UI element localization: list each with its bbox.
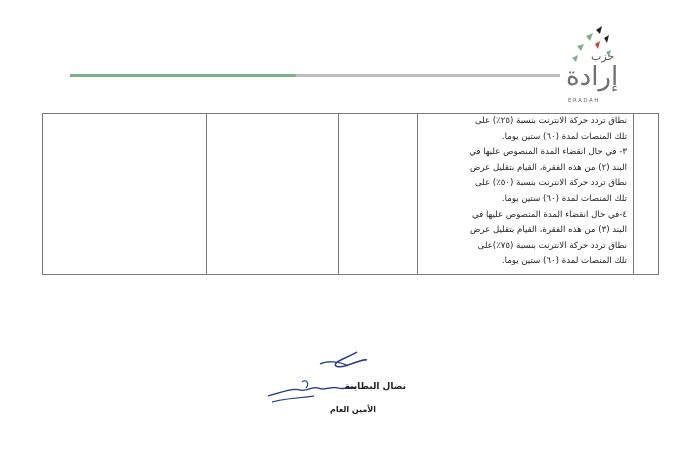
header-rule (70, 74, 560, 77)
content-table (42, 113, 659, 275)
text-line: تلك المنصات لمدة (٦٠) ستين يوما. (501, 193, 627, 204)
text-line: ٤-في حال انقضاء المدة المنصوص عليها في (471, 209, 627, 220)
logo-party-prefix: حزب (591, 50, 615, 63)
table-cell-empty-3 (339, 114, 418, 275)
logo-party-name: إرادة (566, 62, 619, 92)
table-cell-empty-1 (43, 114, 207, 275)
text-line: نطاق تردد حركة الانترنت بنسبة (٢٥٪) على (474, 116, 627, 126)
text-line: نطاق تردد حركة الانترنت بنسبة (٥٠٪) على (474, 178, 627, 189)
text-line: البند (٢) من هذه الفقرة، القيام بتقليل عرض (470, 162, 627, 173)
table-cell-empty-5 (634, 114, 659, 275)
handwritten-signature-icon (262, 348, 382, 408)
text-line: تلك المنصات لمدة (٦٠) ستين يوما. (501, 256, 627, 267)
table-row (43, 114, 659, 275)
text-line: تلك المنصات لمدة (٦٠) ستين يوما. (501, 131, 627, 142)
table-cell-text (418, 114, 634, 275)
text-line: البند (٣) من هذه الفقرة، القيام بتقليل عرض (470, 225, 627, 236)
logo-party-latin: ERADAH (568, 98, 600, 104)
text-line: ٣- في حال انقضاء المدة المنصوص عليها في (469, 147, 627, 158)
signer-name: نضال البطاينة (344, 382, 406, 392)
text-line: نطاق تردد حركة الانترنت بنسبة (٧٥٪)على (477, 240, 627, 251)
table-cell-empty-2 (207, 114, 339, 275)
signer-title: الأمين العام (329, 405, 376, 414)
